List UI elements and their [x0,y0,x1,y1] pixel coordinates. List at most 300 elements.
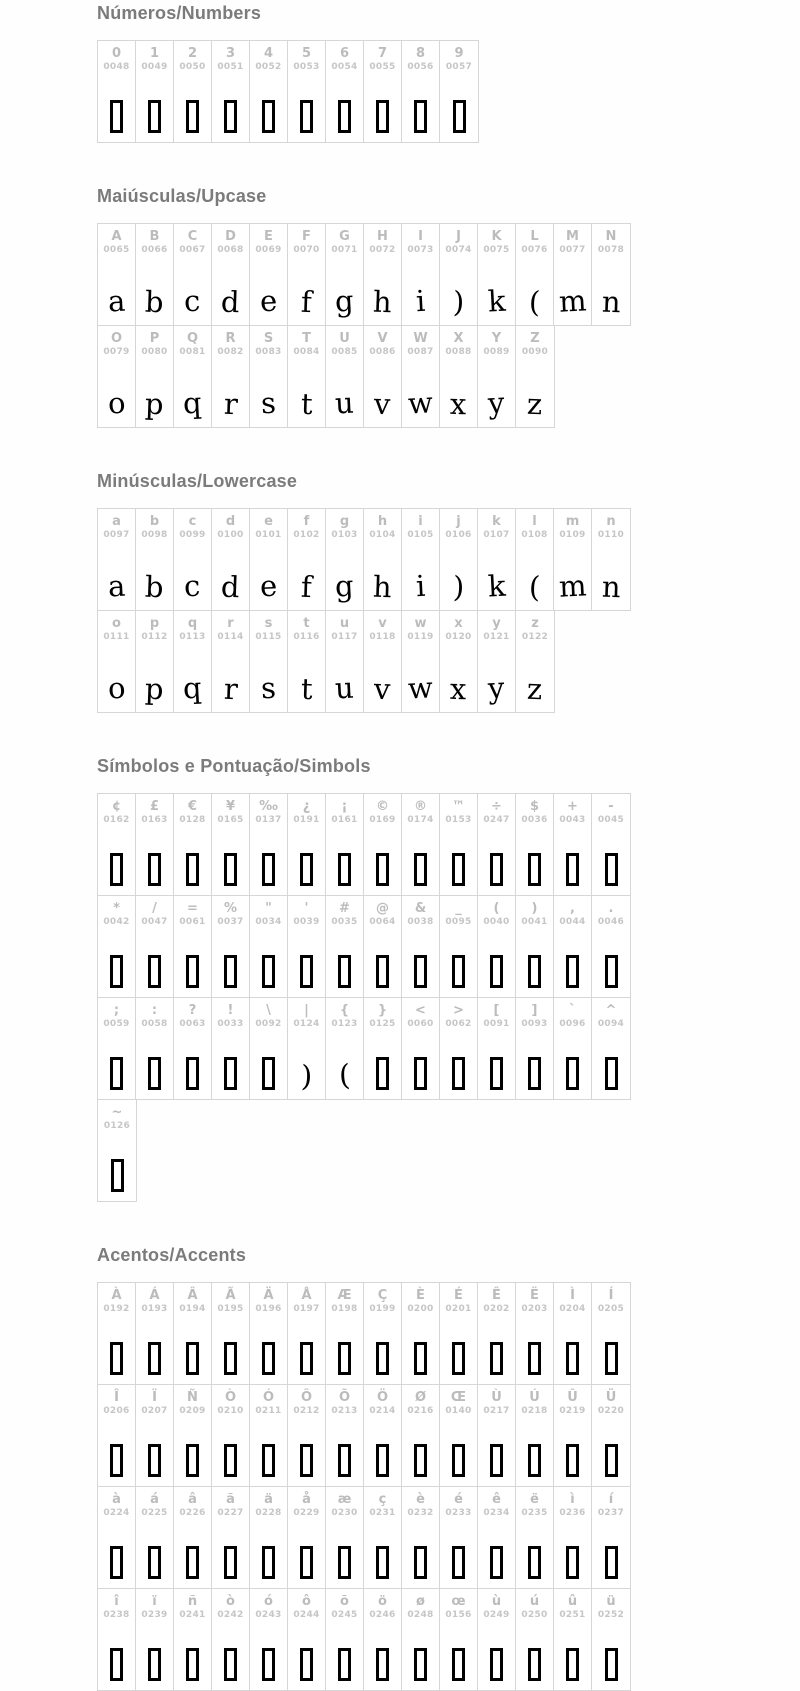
char-code: 0108 [521,530,548,540]
reference-char: D [225,229,236,244]
reference-char: ! [227,1003,234,1018]
missing-glyph-box [262,1342,275,1375]
char-code: 0113 [179,632,206,642]
char-code: 0045 [597,815,625,825]
glyph-area [174,1032,211,1099]
missing-glyph-box [338,1546,351,1579]
glyph-area [288,1032,325,1099]
font-glyph: x [449,386,468,422]
glyph-area [98,543,135,610]
glyph-area [288,645,325,712]
char-code: 0082 [217,347,244,357]
glyph-area [212,930,249,997]
font-glyph: i [414,283,427,319]
glyph-area [478,1317,515,1384]
reference-char: V [377,331,388,346]
missing-glyph-box [566,1648,579,1681]
reference-char: j [456,514,461,529]
glyph-area [592,258,630,325]
glyph-area [516,360,554,427]
charmap-cell [212,41,250,142]
reference-char: Œ [450,1390,467,1405]
reference-char: n [606,514,616,529]
glyph-area [364,1032,401,1099]
charmap-cell [326,896,364,997]
charmap-cell [516,611,554,712]
glyph-area [402,360,439,427]
glyph-area [326,1521,363,1588]
reference-char: U [339,331,350,346]
char-code: 0074 [445,245,472,255]
char-code: 0114 [217,632,244,642]
charmap-row [97,997,631,1100]
char-code: 0058 [141,1019,168,1029]
charmap-cell [212,326,250,427]
missing-glyph-box [376,1342,389,1375]
charmap-cell [136,1283,174,1384]
glyph-area [364,828,401,895]
missing-glyph-box [376,853,389,886]
glyph-area [174,360,211,427]
reference-char: O [110,331,123,346]
charmap-cell [174,1589,212,1690]
glyph-area [478,1419,515,1486]
missing-glyph-box [186,1444,199,1477]
missing-glyph-box [452,1444,465,1477]
missing-glyph-box [566,1444,579,1477]
font-glyph: h [372,569,393,605]
reference-char: Ú [529,1390,540,1405]
glyph-area [212,1032,249,1099]
glyph-area [478,258,515,325]
char-code: 0061 [179,917,206,927]
charmap-cell [402,509,440,610]
reference-char: Ò [224,1390,237,1405]
char-code: 0110 [597,530,625,540]
missing-glyph-box [300,1648,313,1681]
font-glyph: r [222,386,238,422]
charmap-cell [440,224,478,325]
charmap-cell [326,41,364,142]
charmap-cell [592,998,630,1099]
char-code: 0200 [407,1304,434,1314]
reference-char: < [415,1003,426,1018]
char-code: 0069 [255,245,282,255]
charmap-cell [402,326,440,427]
char-code: 0124 [293,1019,320,1029]
char-code: 0235 [521,1508,548,1518]
charmap-row [97,610,555,713]
char-code: 0117 [331,632,358,642]
glyph-area [288,1419,325,1486]
charmap-cell [250,1589,288,1690]
char-code: 0191 [293,815,320,825]
reference-char: e [264,514,273,529]
char-code: 0225 [141,1508,168,1518]
reference-char: ë [530,1492,539,1507]
missing-glyph-box [376,1444,389,1477]
glyph-area [98,1134,136,1201]
glyph-area [402,930,439,997]
reference-char: ÷ [491,799,502,814]
char-code: 0033 [217,1019,244,1029]
reference-char: * [113,901,120,916]
missing-glyph-box [186,1057,199,1090]
glyph-area [98,828,135,895]
font-glyph: i [414,568,427,604]
font-glyph: ) [452,284,465,320]
reference-char: 3 [225,46,236,61]
missing-glyph-box [110,1444,123,1477]
glyph-area [364,258,401,325]
char-code: 0073 [407,245,434,255]
missing-glyph-box [148,1057,161,1090]
font-glyph: k [486,568,507,604]
glyph-area [326,930,363,997]
section-title: Símbolos e Pontuação/Simbols [97,756,371,776]
font-glyph: o [106,385,127,421]
char-code: 0116 [293,632,320,642]
font-glyph: s [260,670,277,706]
reference-char: J [456,229,461,244]
glyph-area [212,828,249,895]
missing-glyph-box [110,1342,123,1375]
char-code: 0199 [369,1304,396,1314]
char-code: 0047 [141,917,168,927]
char-code: 0086 [369,347,396,357]
reference-char: Í [608,1288,614,1303]
font-glyph: q [182,385,203,421]
char-code: 0115 [255,632,282,642]
charmap-cell [402,896,440,997]
reference-char: ‰ [259,799,278,814]
char-code: 0197 [293,1304,320,1314]
glyph-area [402,258,439,325]
charmap-cell [212,998,250,1099]
missing-glyph-box [490,1342,503,1375]
char-code: 0194 [179,1304,206,1314]
reference-char: Õ [338,1390,351,1405]
char-code: 0037 [217,917,244,927]
charmap-cell [288,326,326,427]
char-code: 0109 [559,530,586,540]
missing-glyph-box [528,1342,541,1375]
char-code: 0228 [255,1508,282,1518]
charmap-row [97,1282,631,1385]
char-code: 0040 [483,917,510,927]
glyph-area [98,360,135,427]
char-code: 0042 [103,917,130,927]
reference-char: z [531,616,539,631]
charmap-cell [288,1487,326,1588]
charmap-section [97,755,800,1202]
charmap-cell [554,1385,592,1486]
char-code: 0193 [141,1304,168,1314]
char-code: 0249 [483,1610,510,1620]
glyph-area [288,75,325,142]
charmap-cell [98,611,136,712]
char-code: 0211 [255,1406,282,1416]
charmap-cell [440,998,478,1099]
reference-char: ê [492,1492,501,1507]
char-code: 0063 [179,1019,206,1029]
missing-glyph-box [376,100,389,133]
charmap-cell [212,1385,250,1486]
char-code: 0099 [179,530,206,540]
charmap-cell [288,896,326,997]
font-glyph: p [144,386,165,422]
glyph-area [440,1419,477,1486]
glyph-area [326,1419,363,1486]
font-glyph: r [222,671,238,707]
glyph-area [516,1317,553,1384]
glyph-area [288,360,325,427]
reference-char: Ê [492,1288,501,1303]
charmap-cell [98,998,136,1099]
char-code: 0079 [103,347,130,357]
char-code: 0100 [217,530,244,540]
reference-char: ù [491,1594,502,1609]
reference-char: A [111,229,122,244]
reference-char: q [187,616,198,631]
reference-char: d [225,514,236,529]
glyph-area [174,828,211,895]
font-glyph: m [557,283,588,319]
font-glyph: s [260,385,277,421]
reference-char: Ï [152,1390,157,1405]
reference-char: $ [529,799,540,814]
char-code: 0237 [597,1508,625,1518]
char-code: 0206 [103,1406,130,1416]
glyph-area [136,1317,173,1384]
reference-char: ¿ [302,799,311,814]
reference-char: F [302,229,311,244]
reference-char: / [152,901,157,916]
glyph-area [364,1623,401,1690]
missing-glyph-box [452,1648,465,1681]
char-code: 0241 [179,1610,206,1620]
glyph-area [212,1623,249,1690]
missing-glyph-box [300,1546,313,1579]
charmap-cell [136,896,174,997]
glyph-area [364,1317,401,1384]
missing-glyph-box [605,853,618,886]
glyph-area [250,1521,287,1588]
charmap-table [97,223,800,428]
reference-char: Ñ [187,1390,198,1405]
glyph-area [250,645,287,712]
reference-char: ) [531,901,538,916]
charmap-cell [402,1487,440,1588]
missing-glyph-box [566,1057,579,1090]
char-code: 0212 [293,1406,320,1416]
char-code: 0156 [445,1610,472,1620]
glyph-area [478,828,515,895]
glyph-area [288,1317,325,1384]
charmap-cell [250,1487,288,1588]
charmap-cell [212,1283,250,1384]
font-glyph: m [557,568,588,604]
glyph-area [364,360,401,427]
char-code: 0220 [597,1406,625,1416]
charmap-cell [326,1589,364,1690]
reference-char: ï [152,1594,157,1609]
glyph-area [136,1623,173,1690]
char-code: 0088 [445,347,472,357]
char-code: 0101 [255,530,282,540]
missing-glyph-box [528,955,541,988]
glyph-area [440,543,477,610]
char-code: 0036 [521,815,548,825]
charmap-table [97,508,800,713]
charmap-cell [516,998,554,1099]
reference-char: à [112,1492,121,1507]
charmap-cell [516,1385,554,1486]
reference-char: û [567,1594,578,1609]
char-code: 0195 [217,1304,244,1314]
charmap-cell [478,896,516,997]
charmap-cell [288,41,326,142]
charmap-cell [516,224,554,325]
glyph-area [288,543,325,610]
glyph-area [136,543,173,610]
char-code: 0066 [141,245,168,255]
reference-char: p [149,616,160,631]
missing-glyph-box [300,1342,313,1375]
missing-glyph-box [338,1342,351,1375]
missing-glyph-box [414,1057,427,1090]
missing-glyph-box [110,955,123,988]
glyph-area [98,930,135,997]
charmap-cell [554,896,592,997]
reference-char: ç [378,1492,387,1507]
missing-glyph-box [528,1546,541,1579]
missing-glyph-box [148,853,161,886]
glyph-area [478,543,515,610]
reference-char: ò [226,1594,235,1609]
glyph-area [288,258,325,325]
reference-char: L [530,229,539,244]
missing-glyph-box [262,100,275,133]
reference-char: H [377,229,388,244]
char-code: 0059 [103,1019,130,1029]
glyph-area [212,543,249,610]
missing-glyph-box [605,1648,618,1681]
charmap-cell [592,1589,630,1690]
char-code: 0085 [331,347,358,357]
glyph-area [592,1317,630,1384]
char-code: 0250 [521,1610,548,1620]
missing-glyph-box [148,1342,161,1375]
missing-glyph-box [148,1444,161,1477]
char-code: 0103 [331,530,358,540]
font-glyph: k [486,283,507,319]
char-code: 0244 [293,1610,320,1620]
missing-glyph-box [528,1648,541,1681]
reference-char: 5 [301,46,312,61]
glyph-area [478,1623,515,1690]
missing-glyph-box [110,1546,123,1579]
charmap-cell [250,1385,288,1486]
glyph-area [174,258,211,325]
missing-glyph-box [300,853,313,886]
glyph-area [174,1317,211,1384]
font-glyph: w [407,670,434,706]
glyph-area [440,360,477,427]
char-code: 0080 [141,347,168,357]
reference-char: Î [114,1390,119,1405]
reference-char: o [112,616,121,631]
missing-glyph-box [452,1546,465,1579]
font-glyph: f [300,569,313,605]
reference-char: # [339,901,350,916]
reference-char: 1 [149,46,160,61]
char-code: 0169 [369,815,396,825]
char-code: 0204 [559,1304,586,1314]
glyph-area [592,930,630,997]
charmap-cell [326,326,364,427]
charmap-cell [174,509,212,610]
reference-char: Ë [530,1288,539,1303]
reference-char: è [416,1492,425,1507]
reference-char: â [188,1492,197,1507]
charmap-row [97,325,555,428]
char-code: 0105 [407,530,434,540]
glyph-area [402,543,439,610]
reference-char: ® [414,799,427,814]
font-glyph: x [449,671,468,707]
char-code: 0198 [331,1304,358,1314]
char-code: 0057 [445,62,473,72]
reference-char: , [570,901,575,916]
glyph-area [554,1032,591,1099]
reference-char: ó [264,1594,273,1609]
charmap-cell [212,1487,250,1588]
reference-char: © [376,799,389,814]
charmap-table [97,40,800,143]
glyph-area [516,828,553,895]
missing-glyph-box [376,955,389,988]
reference-char: ã [226,1492,235,1507]
charmap-cell [136,41,174,142]
reference-char: Ç [377,1288,388,1303]
char-code: 0137 [255,815,282,825]
glyph-area [592,1032,630,1099]
missing-glyph-box [338,853,351,886]
charmap-cell [440,509,478,610]
reference-char: t [303,616,310,631]
missing-glyph-box [414,1648,427,1681]
char-code: 0055 [369,62,396,72]
missing-glyph-box [110,853,123,886]
char-code: 0205 [597,1304,625,1314]
glyph-area [288,1521,325,1588]
glyph-area [402,828,439,895]
reference-char: i [418,514,423,529]
charmap-cell [98,1100,136,1201]
reference-char: Û [567,1390,578,1405]
missing-glyph-box [186,955,199,988]
charmap-cell [554,1283,592,1384]
missing-glyph-box [262,955,275,988]
glyph-area [174,75,211,142]
charmap-cell [136,1487,174,1588]
reference-char: r [227,616,234,631]
char-code: 0048 [103,62,130,72]
reference-char: " [265,901,272,916]
reference-char: \ [266,1003,271,1018]
reference-char: Á [149,1288,160,1303]
